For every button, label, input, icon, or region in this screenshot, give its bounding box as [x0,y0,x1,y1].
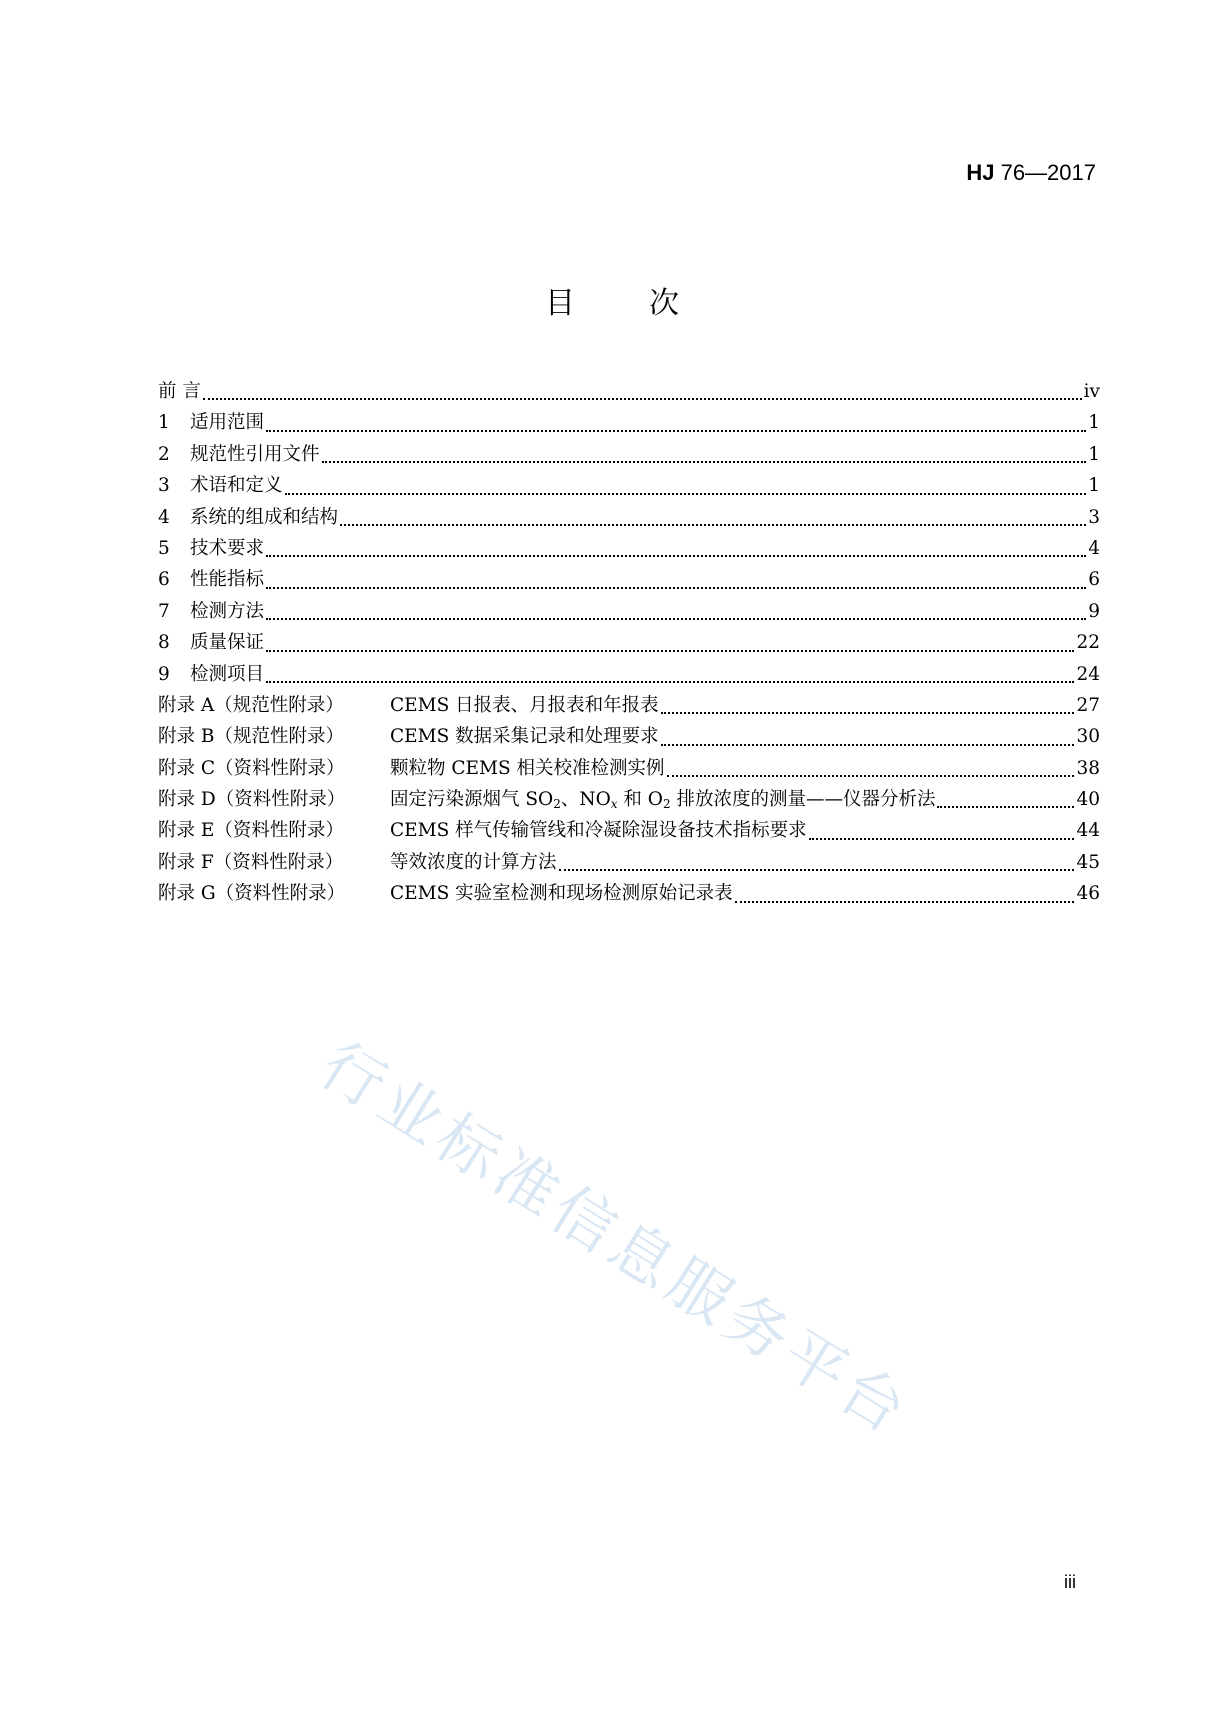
toc-entry-section-4[interactable] [158,502,1100,533]
toc-page-number: 9 [1088,600,1100,622]
toc-section-title: 检测项目 [190,663,265,685]
toc-leader-dots [266,555,1086,557]
toc-appendix-prefix: 附录 E（资料性附录） [158,820,344,842]
toc-section-title: 适用范围 [190,412,265,434]
toc-appendix-title: 颗粒物 CEMS 相关校准检测实例 [390,757,665,779]
toc-section-title: 规范性引用文件 [190,443,320,465]
toc-leader-dots [661,744,1075,746]
toc-leader-dots [266,618,1086,620]
toc-section-number: 5 [158,537,170,559]
toc-section-number: 8 [158,632,170,654]
toc-entry-section-5[interactable] [158,533,1100,564]
toc-page-number: 45 [1076,851,1100,873]
toc-section-title: 术语和定义 [190,475,283,497]
toc-section-number: 6 [158,569,170,591]
toc-appendix-prefix: 附录 A（规范性附录） [158,694,344,716]
toc-appendix-title: CEMS 实验室检测和现场检测原始记录表 [390,883,733,905]
toc-page-number: 24 [1076,663,1100,685]
toc-page-number: 44 [1076,820,1100,842]
toc-section-title: 检测方法 [190,600,265,622]
toc-appendix-prefix: 附录 B（规范性附录） [158,726,344,748]
toc-page-number: 1 [1088,475,1100,497]
toc-entry-section-2[interactable] [158,439,1100,470]
toc-leader-dots [667,775,1075,777]
toc-entry-section-7[interactable] [158,596,1100,627]
toc-section-number: 7 [158,600,170,622]
toc-entry-label: 前 言 [158,380,201,402]
toc-page-number: iv [1083,380,1100,402]
toc-leader-dots [661,712,1075,714]
toc-section-number: 3 [158,475,170,497]
toc-entry-appendix-c[interactable] [158,753,1100,784]
toc-appendix-prefix: 附录 F（资料性附录） [158,851,344,873]
toc-title-char-1: 目 [545,286,575,321]
toc-page-number: 1 [1088,412,1100,434]
toc-leader-dots [285,493,1087,495]
toc-section-title: 技术要求 [190,537,265,559]
toc-page-number: 38 [1076,757,1100,779]
toc-entry-section-8[interactable] [158,627,1100,658]
toc-page-number: 1 [1088,443,1100,465]
toc-leader-dots [266,650,1074,652]
toc-page-number: 22 [1076,632,1100,654]
toc-page-number: 3 [1088,506,1100,528]
toc-entry-appendix-b[interactable] [158,721,1100,752]
toc-entry-preface[interactable] [158,376,1100,407]
toc-leader-dots [937,806,1074,808]
toc-entry-appendix-e[interactable] [158,815,1100,846]
toc-page-number: 30 [1076,726,1100,748]
toc-page-number: 6 [1088,569,1100,591]
toc-entry-appendix-f[interactable] [158,847,1100,878]
toc-leader-dots [559,869,1075,871]
toc-page-number: 46 [1076,883,1100,905]
toc-entry-section-9[interactable] [158,659,1100,690]
toc-section-number: 1 [158,412,170,434]
toc-entry-appendix-g[interactable] [158,878,1100,909]
toc-appendix-prefix: 附录 G（资料性附录） [158,883,346,905]
toc-section-number: 4 [158,506,170,528]
toc-page-number: 4 [1088,537,1100,559]
toc-entry-section-3[interactable] [158,470,1100,501]
toc-entry-section-1[interactable] [158,407,1100,438]
toc-leader-dots [809,838,1075,840]
toc-section-title: 性能指标 [190,569,265,591]
table-of-contents [158,376,1100,910]
page-number: iii [1064,1572,1076,1592]
toc-title-char-2: 次 [649,286,679,321]
toc-leader-dots [735,901,1075,903]
toc-appendix-prefix: 附录 C（资料性附录） [158,757,345,779]
toc-leader-dots [266,681,1074,683]
toc-page-number: 27 [1076,694,1100,716]
toc-section-title: 系统的组成和结构 [190,506,339,528]
toc-leader-dots [266,587,1086,589]
watermark-text: 行业标准信息服务平台 [308,1027,924,1451]
toc-section-number: 2 [158,443,170,465]
toc-title [0,278,1224,322]
toc-appendix-title: CEMS 数据采集记录和处理要求 [390,726,659,748]
toc-appendix-title: 固定污染源烟气 $SO_2$、$NO_x$ 和 $O_2$ 排放浓度的测量——仪器分析法 [390,789,936,812]
toc-appendix-title: CEMS 日报表、月报表和年报表 [390,694,659,716]
toc-appendix-title: CEMS 样气传输管线和冷凝除湿设备技术指标要求 [390,820,807,842]
toc-entry-section-6[interactable] [158,564,1100,595]
toc-appendix-prefix: 附录 D（资料性附录） [158,789,346,811]
document-code [966,160,1096,186]
toc-leader-dots [340,524,1086,526]
toc-page-number: 40 [1076,789,1100,811]
toc-section-number: 9 [158,663,170,685]
document-code-prefix: HJ [966,160,995,185]
document-code-number: 76—2017 [994,160,1096,185]
toc-section-title: 质量保证 [190,632,265,654]
toc-appendix-title: 等效浓度的计算方法 [390,851,557,873]
toc-leader-dots [322,461,1087,463]
toc-entry-appendix-a[interactable] [158,690,1100,721]
toc-leader-dots [266,430,1086,432]
toc-entry-appendix-d[interactable] [158,784,1100,815]
toc-leader-dots [203,398,1082,400]
